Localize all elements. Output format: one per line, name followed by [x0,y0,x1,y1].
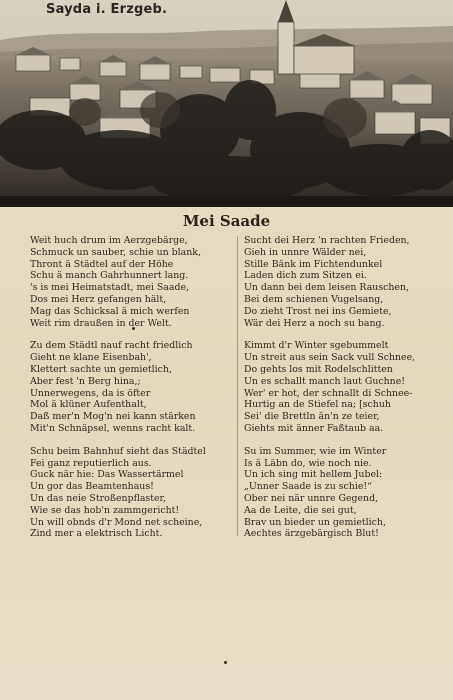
verse-line: Un das neie Stroßenpflaster, [30,492,166,504]
verse-line: Fei ganz reputierlich aus. [30,457,152,469]
verse-line: Do zieht Trost nei ins Gemiete, [244,305,392,317]
stanza [30,446,230,540]
verse-line: Mol ä klüner Aufenthalt, [30,399,147,411]
verse-line: Aber fest 'n Berg hina,; [30,375,141,387]
verse-line: Ober nei när unnre Gegend, [244,492,379,504]
verse-line: Brav un bieder un gemietlich, [244,516,386,528]
verse-line: Stille Bänk im Fichtendunkel [244,258,383,270]
verse-line: Un ich sing mit hellem Jubel: [244,469,383,481]
verse-line: Unnerwegens, da is öfter [30,387,151,399]
verse-line: Un streit aus sein Sack vull Schnee, [244,352,416,364]
verse-line: Schmuck un sauber, schie un blank, [30,246,201,258]
stanza [30,340,230,434]
verse-line: 's is mei Heimatstadt, mei Saade, [30,282,189,294]
verse-line: Un will obnds d'r Mond net scheine, [30,516,203,528]
verse-line: „Unner Saade is zu schie!“ [244,481,372,493]
verse-line: Zu dem Städtl nauf racht friedlich [30,340,193,352]
verse-line: Kimmt d'r Winter sgebummelt [244,340,389,352]
verse-line: Is ä Läbn do, wie noch nie. [244,457,372,469]
poem-right-column [244,235,444,551]
verse-line: Laden dich zum Sitzen ei. [244,270,367,282]
stanza [244,340,444,434]
verse-line: Su im Summer, wie im Winter [244,445,387,457]
verse-line: Gieht ne klane Eisenbah', [30,352,152,364]
verse-line: Guck när hie: Das Wassertärmel [30,469,184,481]
poem-title: Mei Saade [182,212,271,230]
place-caption: Sayda i. Erzgeb. [46,2,168,17]
verse-line: Schu beim Bahnhuf sieht das Städtel [30,445,206,457]
verse-line: Weit huch drum im Aerzgebärge, [30,235,188,246]
page-dot [224,661,227,664]
verse-line: Un dann bei dem leisen Rauschen, [244,282,410,294]
verse-line: Klettert sachte un gemietlich, [30,363,172,375]
verse-line: Dos mei Herz gefangen hält, [30,293,167,305]
verse-line: Wer' er hot, der schnallt di Schnee- [244,387,413,399]
verse-line: Bei dem schienen Vugelsang, [244,293,384,305]
verse-line: Aechtes ärzgebärgisch Blut! [244,528,379,540]
verse-line: Zind mer a elektrisch Licht. [30,528,163,540]
verse-line: Weit rim draußen in der Welt. [30,317,172,329]
verse-line: Schu ä manch Gahrhunnert lang. [30,270,189,282]
town-photo [0,0,453,207]
verse-line: Hurtig an de Stiefel na; [schuh [244,399,391,411]
verse-line: Aa de Leite, die sei gut, [244,504,357,516]
verse-line: Un es schallt manch laut Guchne! [244,375,406,387]
verse-line: Giehts mit änner Faßtaub aa. [244,422,384,434]
stanza [244,235,444,329]
verse-line: Sucht dei Herz 'n rachten Frieden, [244,235,410,246]
verse-line: Do gehts los mit Rodelschlitten [244,363,393,375]
town-panorama-image [0,0,453,207]
verse-line: Sei' die Brettln än'n ze teier, [244,411,380,423]
verse-line: Wie se das hob'n zammgericht! [30,504,180,516]
verse-line: Mit'n Schnäpsel, wenns racht kalt. [30,422,196,434]
poem-left-column [30,235,230,551]
verse-line: Wär dei Herz a noch su bang. [244,317,385,329]
verse-line: Thront ä Städtel auf der Höhe [30,258,174,270]
stanza [244,446,444,540]
verse-line: Gieh in unnre Wälder nei, [244,246,367,258]
stanza [30,235,230,329]
column-divider [237,236,238,536]
verse-line: Un gor das Beamtenhaus! [30,481,154,493]
verse-line: Daß mer'n Mog'n nei kann stärken [30,411,196,423]
verse-line: Mag das Schicksal ä mich werfen [30,305,190,317]
